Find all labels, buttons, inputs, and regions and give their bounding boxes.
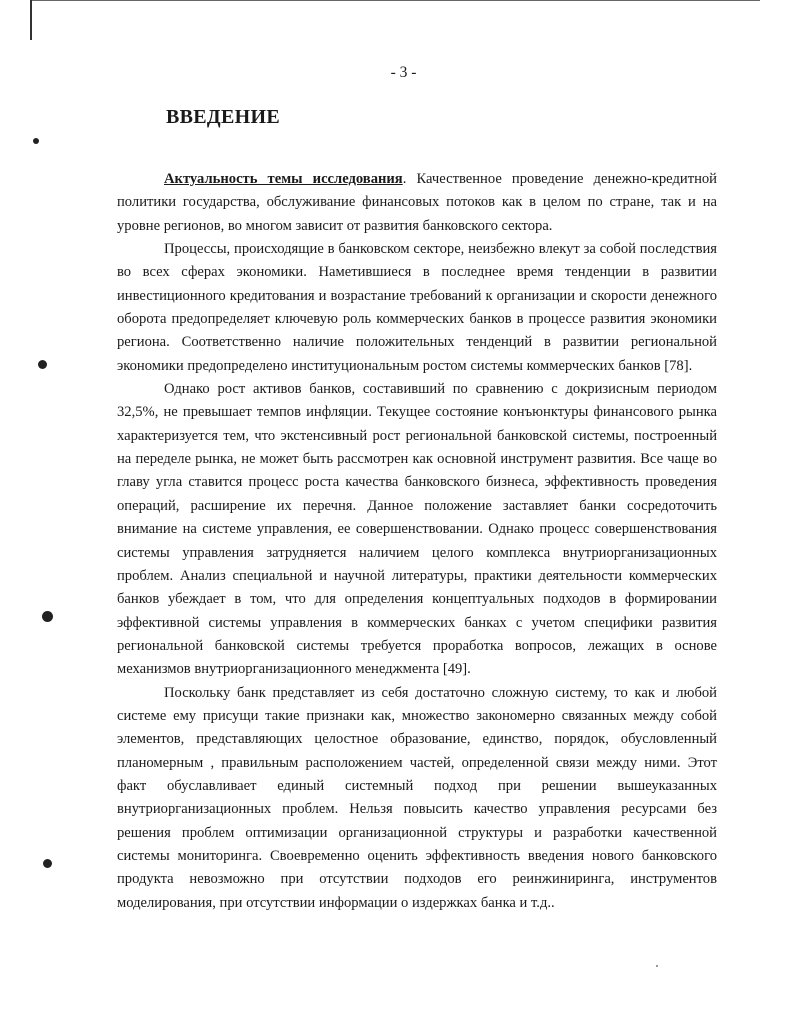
paragraph-3: Однако рост активов банков, составивший по сравнению с докризисным периодом 32,5%, не превышает темпов инфляции. Текущее состояние конъюнктуры финансового рынка характеризуется тем, что экстенсивный рост региональной банковской системы, построенный на переделе рынка, не может быть рассмотрен как основной инструмент развития. Все чаще во главу угла ставится процесс роста качества банковского бизнеса, эффективность проведения операций, расширение их перечня. Данное положение заставляет банки сосредоточить внимание на системе управления, ее совершенствовании. Однако процесс совершенствования системы управления затрудняется наличием целого комплекса внутриорганизационных проблем. Анализ специальной и научной литературы, практики деятельности коммерческих банков убеждает в том, что для определения концептуальных подходов в формировании эффективной системы управления в коммерческих банках с учетом специфики развития региональной банковской системы требуется проработка вопросов, лежащих в основе механизмов внутриорганизационного менеджмента [49]. (117, 381, 717, 678)
paragraph-text: . Качественное проведение денежно-кредитной политики государства, обслуживание финансовых потоков как в целом по стране, так и на уровне регионов, во многом зависит от развития банковского сектора. (117, 171, 717, 234)
paragraph-1 (117, 168, 717, 238)
paragraph-2: Процессы, происходящие в банковском секторе, неизбежно влекут за собой последствия во всех сферах экономики. Наметившиеся в последнее время тенденции в развитии инвестиционного кредитования и возрастание требований к организации и скорости денежного оборота предопределяет ключевую роль коммерческих банков в процессе развития экономики региона. Соответственно наличие положительных тенденций в развитии региональной экономики предопределено институциональным ростом системы коммерческих банков [78]. (117, 241, 717, 374)
document-body (117, 168, 717, 915)
section-heading: ВВЕДЕНИЕ (166, 106, 280, 128)
scan-speck (656, 965, 658, 967)
scan-border-top (30, 0, 760, 1)
scan-border-left (30, 0, 32, 40)
binding-hole-mark (42, 611, 53, 622)
paragraph-lead-term: Актуальность темы исследования (164, 171, 403, 187)
binding-hole-mark (33, 138, 39, 144)
page-number: - 3 - (390, 64, 417, 81)
binding-hole-mark (43, 859, 52, 868)
paragraph-4: Поскольку банк представляет из себя достаточно сложную систему, то как и любой системе ему присущи такие признаки как, множество закономерно связанных между собой элементов, представляющих целостное образование, единство, порядок, обусловленный планомерным , правильным расположением частей, определенной связи между ними. Этот факт обуславливает единый системный подход при решении вышеуказанных внутриорганизационных проблем. Нельзя повысить качество управления ресурсами без решения проблем оптимизации организационной структуры и разработки качественной системы мониторинга. Своевременно оценить эффективность введения нового банковского продукта невозможно при отсутствии подходов его реинжиниринга, инструментов моделирования, при отсутствии информации о издержках банка и т.д.. (117, 684, 717, 911)
binding-hole-mark (38, 360, 47, 369)
